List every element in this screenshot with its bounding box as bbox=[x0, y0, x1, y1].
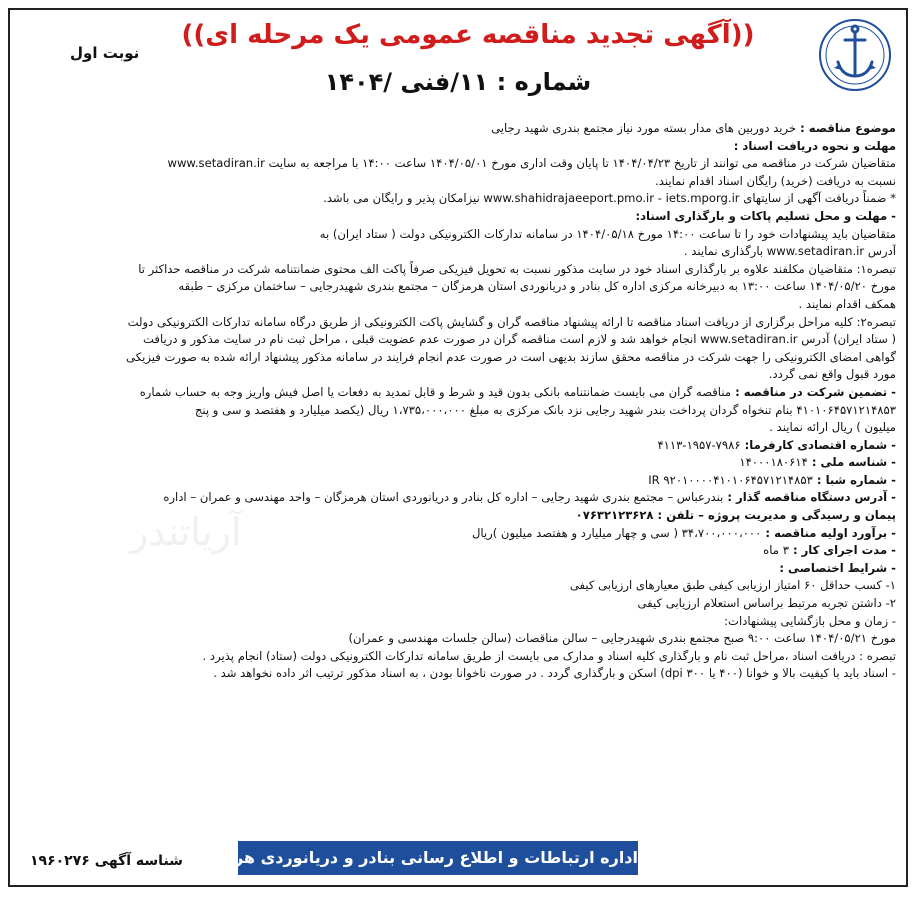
notice-footer bbox=[16, 839, 900, 877]
body-line: نسبت به دریافت (خرید) رایگان اسناد اقدام نمایند. bbox=[655, 173, 896, 188]
body-line: ۱- کسب حداقل ۶۰ امتیاز ارزیابی کیفی طبق معیارهای ارزیابی کیفی bbox=[569, 578, 896, 593]
body-line: مورخ ۱۴۰۴/۰۵/۲۰ ساعت ۱۳:۰۰ به دبیرخانه مرکزی اداره کل بنادر و دریانوردی استان هرمزگان – مجتمع بندری شهیدرجایی – ساختمان مرکزی – طبقه bbox=[178, 279, 896, 294]
body-line: مورد قبول واقع نمی گردد. bbox=[768, 367, 896, 382]
body-line: آدرس www.setadiran.ir بارگذاری نمایند . bbox=[683, 244, 896, 259]
body-line: مهلت و نحوه دریافت اسناد : bbox=[733, 138, 896, 153]
body-line: ( ستاد ایران) آدرس www.setadiran.ir انجام خواهد شد و لازم است مناقصه گران در صورت عدم عضویت قبلی ، مراحل ثبت نام در سایت مذکور و دریافت bbox=[143, 332, 896, 347]
body-line: مورخ ۱۴۰۴/۰۵/۲۱ ساعت ۹:۰۰ صبح مجتمع بندری شهیدرجایی – سالن مناقصات (سالن جلسات مهندسی و عمران) bbox=[348, 631, 896, 646]
notice-header bbox=[10, 10, 906, 118]
watermark: آریاتندر bbox=[130, 510, 242, 554]
body-line: ۲- داشتن تجربه مرتبط براساس استعلام ارزیابی کیفی bbox=[637, 596, 896, 611]
notice-title: ((آگهی تجدید مناقصه عمومی یک مرحله ای)) bbox=[181, 20, 755, 50]
body-line: ۴۱۰۱۰۶۴۵۷۱۲۱۴۸۵۳ بنام تنخواه گردان پرداخت بندر شهید رجایی نزد بانک مرکزی به مبلغ ۱،۷۳۵،۰۰۰،۰۰۰ ریال (یکصد میلیارد و هفتصد و سی و پنج bbox=[194, 402, 896, 417]
body-line: - آدرس دستگاه مناقصه گذار : بندرعباس – مجتمع بندری شهید رجایی – اداره کل بنادر و دریانوردی استان هرمزگان – واحد مهندسی و عمران – اداره bbox=[163, 490, 896, 505]
body-line: همکف اقدام نمایند . bbox=[798, 296, 896, 311]
notice-number: شماره : ۱۱/فنی /۱۴۰۴ bbox=[324, 68, 592, 96]
body-line: - زمان و محل بازگشایی پیشنهادات: bbox=[724, 613, 896, 628]
body-line: * ضمناً دریافت آگهی از سایتهای www.shahidrajaeeport.pmo.ir - iets.mporg.ir نیزامکان پذیر و رایگان می باشد. bbox=[323, 191, 896, 206]
publication-round: نوبت اول bbox=[70, 44, 140, 62]
tender-notice bbox=[8, 8, 908, 887]
body-line: تبصره۲: کلیه مراحل برگزاری از دریافت اسناد مناقصه تا ارائه پیشنهاد مناقصه گران و گشایش پاکت الکترونیکی از طریق درگاه سامانه تدارکات الکترونیکی دولت bbox=[127, 314, 896, 329]
notice-body bbox=[20, 120, 896, 683]
body-line: - برآورد اولیه مناقصه : ۳۴،۷۰۰،۰۰۰،۰۰۰ ( سی و چهار میلیارد و هفتصد میلیون )ریال bbox=[471, 525, 896, 540]
publisher-banner: اداره ارتباطات و اطلاع رسانی بنادر و دریانوردی هرمزگان bbox=[238, 841, 638, 875]
body-line: - اسناد باید با کیفیت بالا و خوانا (۴۰۰ یا ۳۰۰ dpi) اسکن و بارگذاری گردد . در صورت ناخوانا بودن ، به اسناد مذکور ترتیب اثر داده نخواهد شد . bbox=[213, 666, 896, 681]
body-line: موضوع مناقصه : خرید دوربین های مدار بسته مورد نیاز مجتمع بندری شهید رجایی bbox=[491, 121, 896, 135]
ad-id: شناسه آگهی ۱۹۶۰۲۷۶ bbox=[30, 853, 183, 869]
body-line: تبصره۱: متقاضیان مکلفند علاوه بر بارگذاری اسناد خود در سایت مذکور نسبت به تحویل فیزیکی صرفاً پاکت الف محتوی ضمانتنامه شرکت در مناقصه حداکثر تا bbox=[138, 261, 896, 276]
body-line: تبصره : دریافت اسناد ،مراحل ثبت نام و بارگذاری کلیه اسناد و مدارک می بایست از طریق سامانه تدارکات الکترونیکی دولت (ستاد) انجام پذیرد . bbox=[202, 648, 896, 663]
body-line: - تضمین شرکت در مناقصه : مناقصه گران می بایست ضمانتنامه بانکی بدون قید و شرط و قابل تمدید به دفعات یا اصل فیش واریز وجه به حساب شماره bbox=[139, 384, 896, 399]
body-line: گواهی امضای الکترونیکی را جهت شرکت در مناقصه محقق سازند بدیهی است در صورت عدم انجام فرایند در سامانه مذکور پیشنهاد ارائه شده به صورت فیزیکی bbox=[126, 349, 896, 364]
body-line: - شماره شبا : IR ۹۲۰۱۰۰۰۰۴۱۰۱۰۶۴۵۷۱۲۱۴۸۵۳ bbox=[648, 472, 896, 487]
body-line: میلیون ) ریال ارائه نمایند . bbox=[769, 420, 896, 435]
body-line: پیمان و رسیدگی و مدیریت پروژه – تلفن : ۰۷۶۳۲۱۲۳۶۲۸ bbox=[575, 508, 896, 523]
body-line: متقاضیان شرکت در مناقصه می توانند از تاریخ ۱۴۰۴/۰۴/۲۳ تا پایان وقت اداری مورخ ۱۴۰۴/۰۵/۰۱ ساعت ۱۴:۰۰ با مراجعه به سایت www.setadiran.ir bbox=[167, 156, 896, 171]
body-line: متقاضیان باید پیشنهادات خود را تا ساعت ۱۴:۰۰ مورخ ۱۴۰۴/۰۵/۱۸ در سامانه تدارکات الکترونیکی دولت ( ستاد ایران) به bbox=[319, 226, 896, 241]
body-line: - مدت اجرای کار : ۳ ماه bbox=[763, 543, 896, 558]
anchor-emblem-icon bbox=[816, 16, 894, 94]
body-line: - مهلت و محل تسلیم پاکات و بارگذاری اسناد: bbox=[635, 208, 896, 223]
body-line: - شماره اقتصادی کارفرما: ۷۹۸۶-۱۹۵۷-۴۱۱۳ bbox=[657, 437, 896, 452]
body-line: - شناسه ملی : ۱۴۰۰۰۱۸۰۶۱۴ bbox=[739, 455, 896, 470]
body-line: - شرایط اختصاصی : bbox=[779, 560, 896, 575]
